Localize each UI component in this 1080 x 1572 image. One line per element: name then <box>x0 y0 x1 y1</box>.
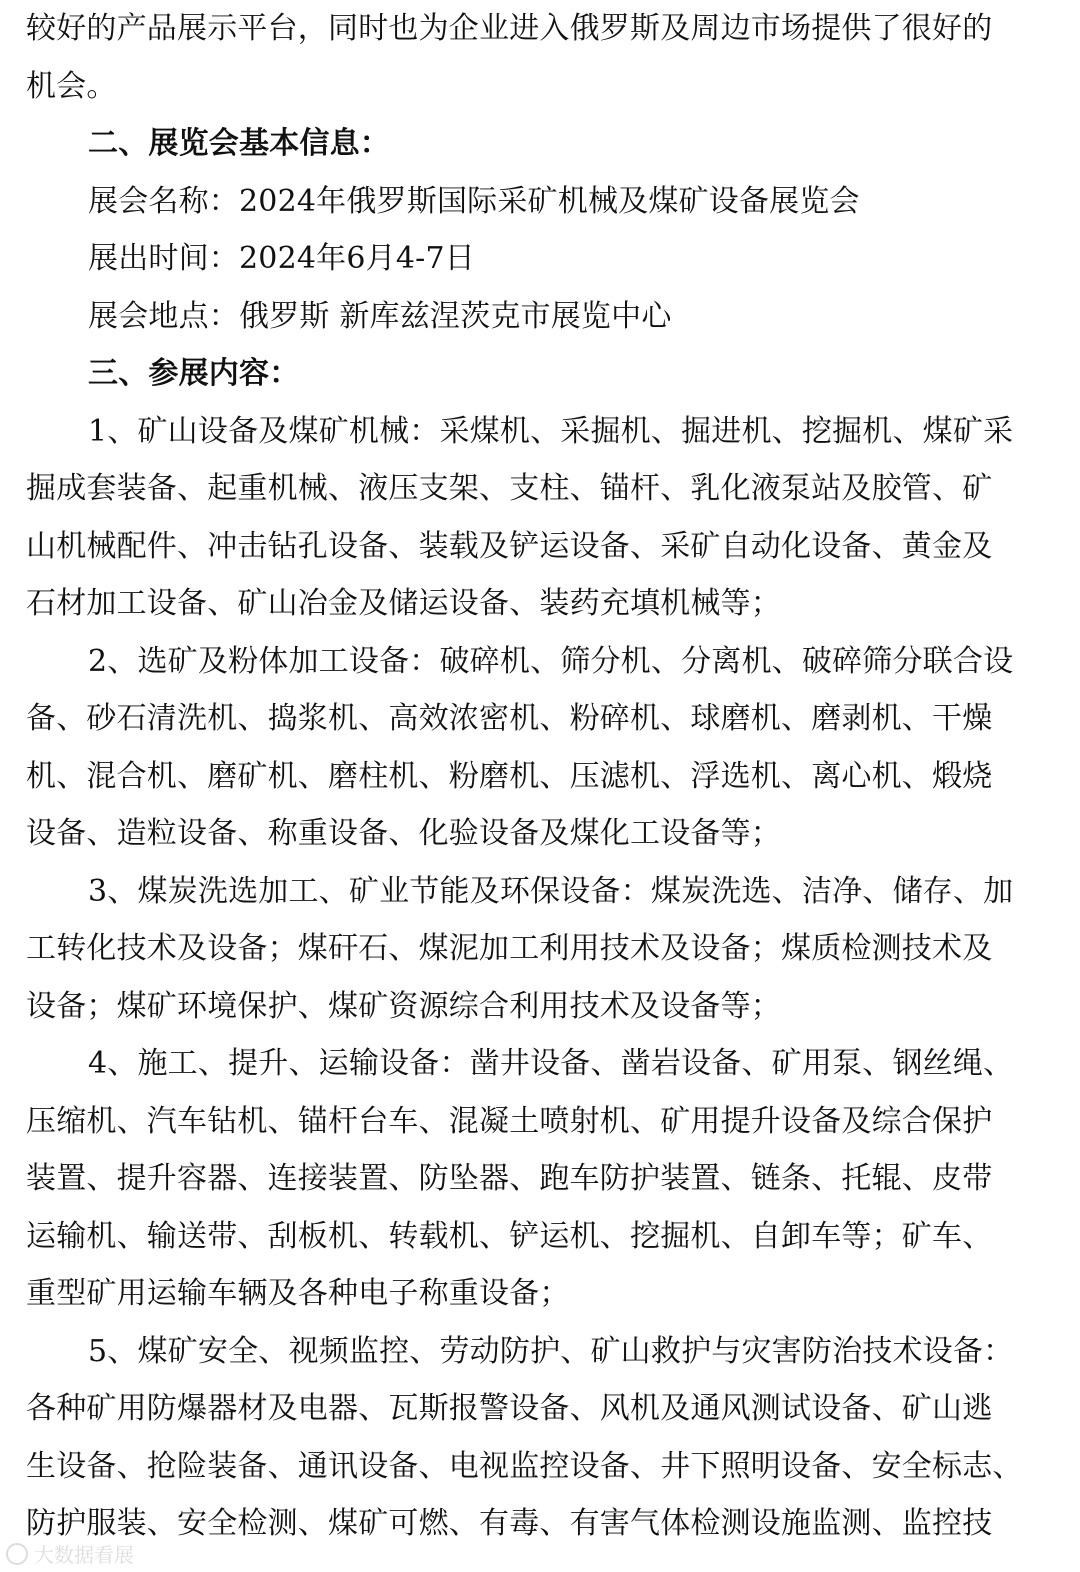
text-line: 各种矿用防爆器材及电器、瓦斯报警设备、风机及通风测试设备、矿山逃 <box>26 1391 993 1426</box>
document-page <box>26 0 1060 1553</box>
text-line: 掘成套装备、起重机械、液压支架、支柱、锚杆、乳化液泵站及胶管、矿 <box>26 471 993 506</box>
text-line: 机、混合机、磨矿机、磨柱机、粉磨机、压滤机、浮选机、离心机、煅烧 <box>26 758 993 794</box>
info-exhibition-name: 展会名称：2024年俄罗斯国际采矿机械及煤矿设备展览会 <box>88 183 860 219</box>
text-line: 生设备、抢险装备、通讯设备、电视监控设备、井下照明设备、安全标志、 <box>26 1448 1023 1484</box>
section-heading-exhibits: 三、参展内容： <box>88 356 300 391</box>
text-line: 石材加工设备、矿山冶金及储运设备、装药充填机械等； <box>26 586 781 621</box>
text-line: 备、砂石清洗机、捣浆机、高效浓密机、粉碎机、球磨机、磨剥机、干燥 <box>26 701 993 736</box>
text-line: 设备、造粒设备、称重设备、化验设备及煤化工设备等； <box>26 816 781 851</box>
text-line: 3、煤炭洗选加工、矿业节能及环保设备：煤炭洗选、洁净、储存、加 <box>88 873 1014 909</box>
text-line: 2、选矿及粉体加工设备：破碎机、筛分机、分离机、破碎筛分联合设 <box>88 643 1014 679</box>
watermark-logo-icon <box>6 1543 28 1565</box>
text-line: 装置、提升容器、连接装置、防坠器、跑车防护装置、链条、托辊、皮带 <box>26 1161 993 1196</box>
text-line: 防护服装、安全检测、煤矿可燃、有毒、有害气体检测设施监测、监控技 <box>26 1506 993 1541</box>
text-line: 山机械配件、冲击钻孔设备、装载及铲运设备、采矿自动化设备、黄金及 <box>26 528 993 564</box>
info-exhibition-location: 展会地点：俄罗斯 新库兹涅茨克市展览中心 <box>88 298 672 334</box>
watermark <box>6 1539 134 1568</box>
text-line: 压缩机、汽车钻机、锚杆台车、混凝土喷射机、矿用提升设备及综合保护 <box>26 1103 993 1139</box>
text-line: 工转化技术及设备；煤矸石、煤泥加工利用技术及设备；煤质检测技术及 <box>26 931 993 966</box>
text-line: 机会。 <box>26 68 117 104</box>
section-heading-basic-info: 二、展览会基本信息： <box>88 126 390 161</box>
text-line: 5、煤矿安全、视频监控、劳动防护、矿山救护与灾害防治技术设备： <box>88 1333 1014 1369</box>
text-line: 较好的产品展示平台，同时也为企业进入俄罗斯及周边市场提供了很好的 <box>26 11 993 46</box>
text-line: 运输机、输送带、刮板机、转载机、铲运机、挖掘机、自卸车等；矿车、 <box>26 1218 993 1254</box>
text-line: 4、施工、提升、运输设备：凿井设备、凿岩设备、矿用泵、钢丝绳、 <box>88 1046 1014 1081</box>
info-exhibition-time: 展出时间：2024年6月4-7日 <box>88 241 475 276</box>
text-line: 设备；煤矿环境保护、煤矿资源综合利用技术及设备等； <box>26 988 781 1024</box>
watermark-text: 大数据看展 <box>34 1543 134 1567</box>
text-line: 重型矿用运输车辆及各种电子称重设备； <box>26 1276 570 1311</box>
text-line: 1、矿山设备及煤矿机械：采煤机、采掘机、掘进机、挖掘机、煤矿采 <box>88 413 1014 449</box>
